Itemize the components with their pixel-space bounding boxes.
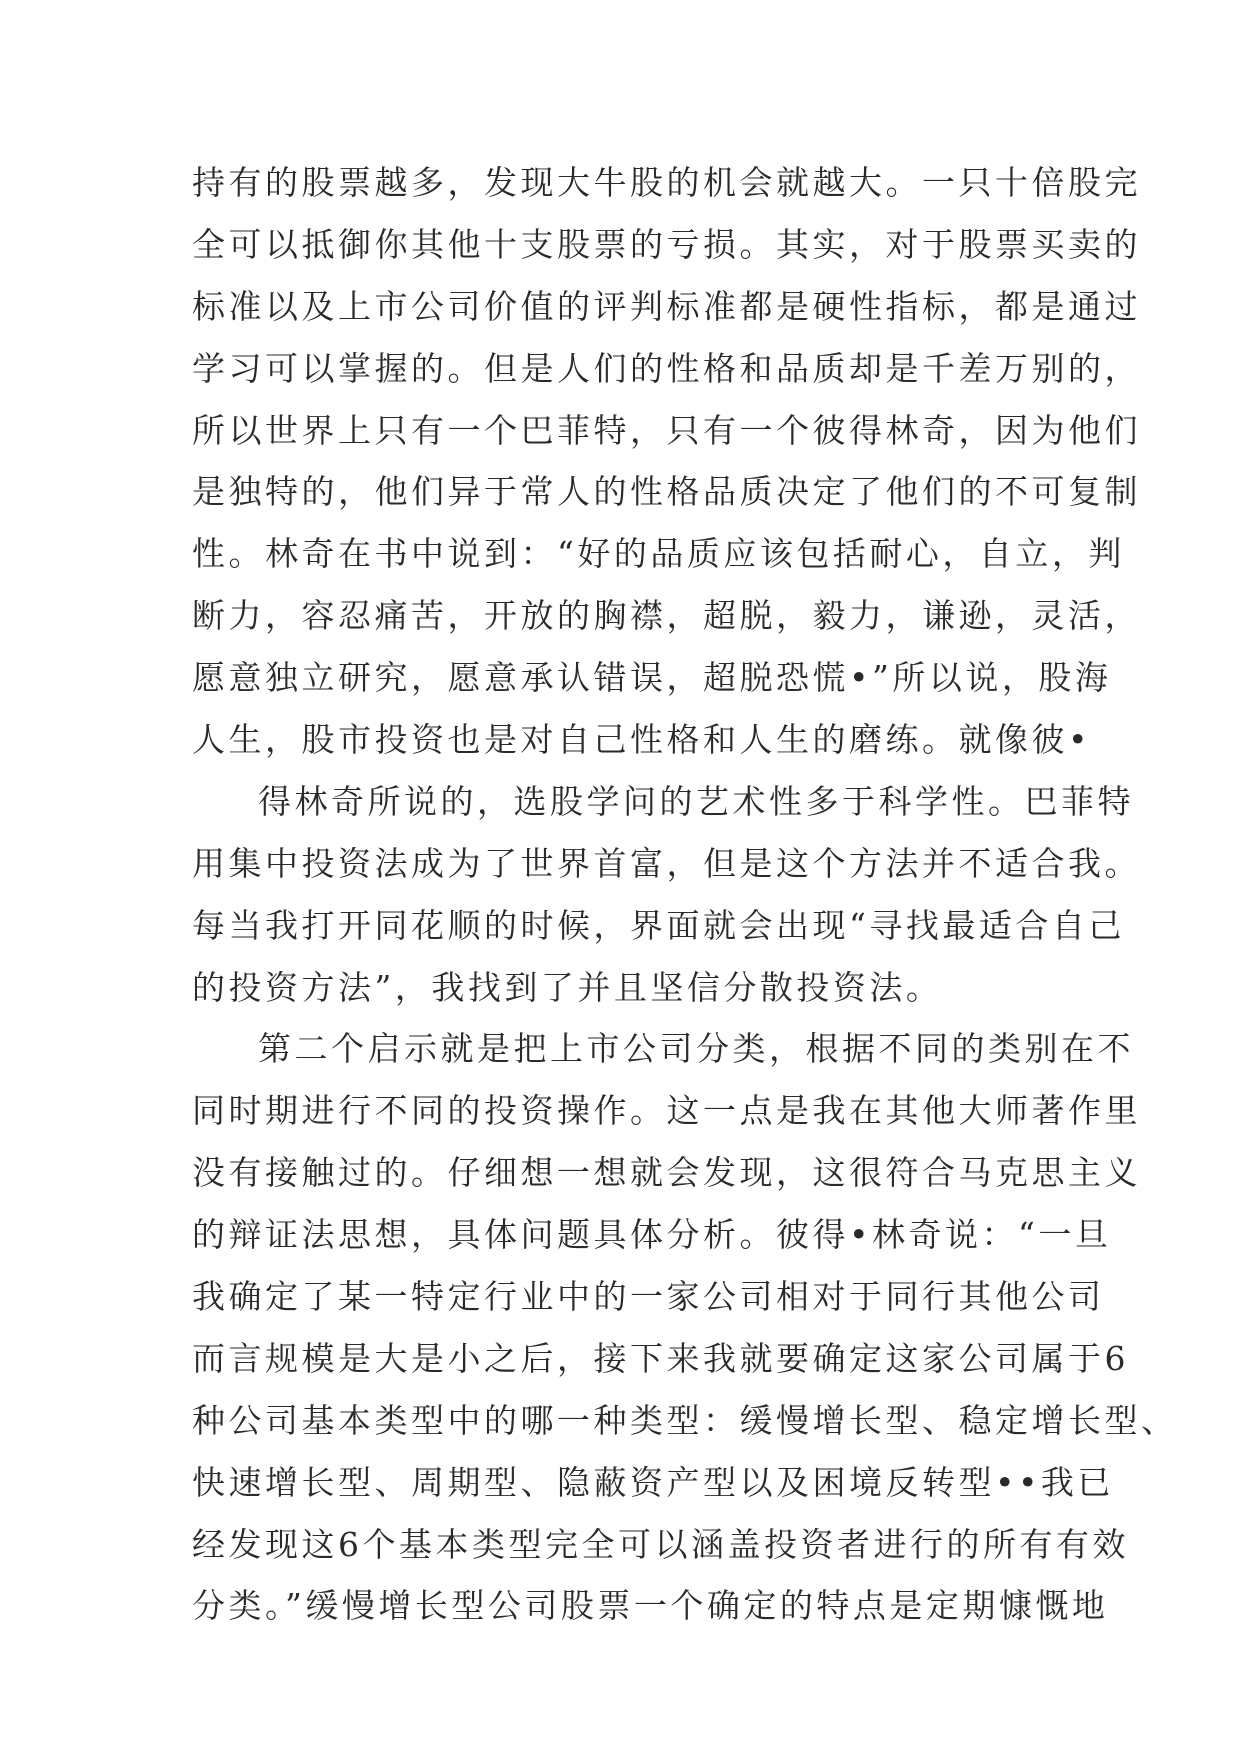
text-line: 标准以及上市公司价值的评判标准都是硬性指标，都是通过 xyxy=(192,286,1141,326)
text-line: 愿意独立研究，愿意承认错误，超脱恐慌•”所以说，股海 xyxy=(192,658,1112,698)
text-line: 持有的股票越多，发现大牛股的机会就越大。一只十倍股完 xyxy=(192,163,1141,202)
text-line: 人生，股市投资也是对自己性格和人生的磨练。就像彼• xyxy=(192,720,1091,760)
text-line: 同时期进行不同的投资操作。这一点是我在其他大师著作里 xyxy=(192,1091,1141,1131)
text-line: 分类。”缓慢增长型公司股票一个确定的特点是定期慷慨地 xyxy=(192,1586,1109,1626)
text-line: 经发现这6个基本类型完全可以涵盖投资者进行的所有有效 xyxy=(192,1524,1129,1564)
text-line: 得林奇所说的，选股学问的艺术性多于科学性。巴菲特 xyxy=(258,781,1134,821)
body-text xyxy=(192,152,1178,1637)
text-line: 没有接触过的。仔细想一想就会发现，这很符合马克思主义 xyxy=(192,1153,1141,1193)
text-line: 学习可以掌握的。但是人们的性格和品质却是千差万别的， xyxy=(192,348,1141,388)
text-line: 快速增长型、周期型、隐蔽资产型以及困境反转型••我已 xyxy=(192,1462,1114,1502)
text-line: 断力，容忍痛苦，开放的胸襟，超脱，毅力，谦逊，灵活， xyxy=(192,596,1141,636)
text-line: 我确定了某一特定行业中的一家公司相对于同行其他公司 xyxy=(192,1277,1105,1317)
text-line: 的辩证法思想，具体问题具体分析。彼得•林奇说：“一旦 xyxy=(192,1215,1112,1255)
text-line: 种公司基本类型中的哪一种类型：缓慢增长型、稳定增长型、 xyxy=(192,1400,1178,1440)
text-line: 而言规模是大是小之后，接下来我就要确定这家公司属于6 xyxy=(192,1338,1129,1378)
text-line: 全可以抵御你其他十支股票的亏损。其实，对于股票买卖的 xyxy=(192,224,1141,264)
text-line: 第二个启示就是把上市公司分类，根据不同的类别在不 xyxy=(258,1029,1134,1069)
text-line: 每当我打开同花顺的时候，界面就会出现“寻找最适合自己 xyxy=(192,905,1125,945)
text-line: 性。林奇在书中说到：“好的品质应该包括耐心，自立，判 xyxy=(192,534,1125,574)
text-line: 用集中投资法成为了世界首富，但是这个方法并不适合我。 xyxy=(192,843,1141,883)
text-line: 的投资方法”，我找到了并且坚信分散投资法。 xyxy=(192,967,943,1007)
text-line: 是独特的，他们异于常人的性格品质决定了他们的不可复制 xyxy=(192,472,1141,512)
text-line: 所以世界上只有一个巴菲特，只有一个彼得林奇，因为他们 xyxy=(192,410,1141,450)
